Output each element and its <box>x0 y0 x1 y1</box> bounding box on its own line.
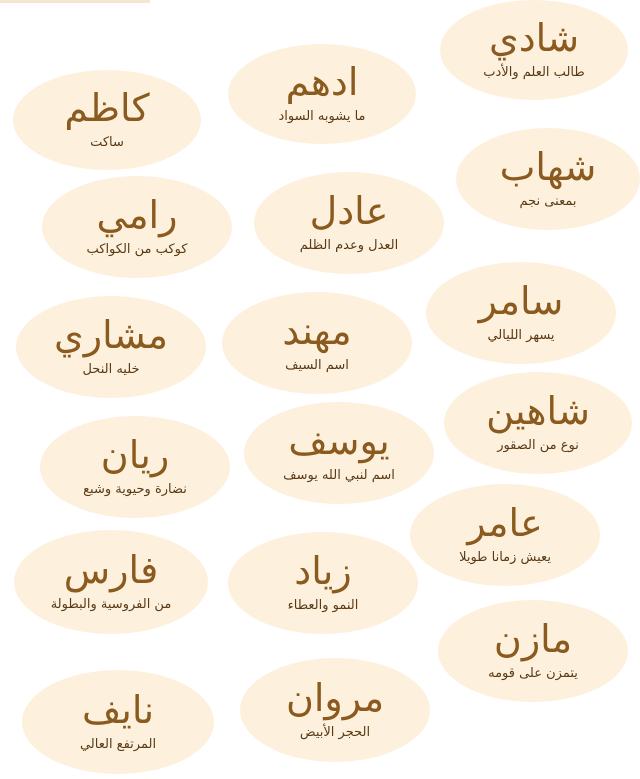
meaning-label: العدل وعدم الظلم <box>299 238 399 254</box>
name-label: رامي <box>96 193 178 238</box>
name-label: نايف <box>81 688 155 733</box>
meaning-label: اسم السيف <box>285 358 349 374</box>
name-card-faris[interactable] <box>14 530 208 634</box>
name-label: مشاري <box>54 313 168 358</box>
meaning-label: من الفروسية والبطولة <box>50 597 172 613</box>
meaning-label: يتمزن على قومه <box>488 666 578 682</box>
meaning-label: طالب العلم والأدب <box>483 65 585 81</box>
name-label: ادهم <box>285 60 359 105</box>
name-card-ziyad[interactable] <box>228 532 418 634</box>
name-card-shaheen[interactable] <box>444 372 632 474</box>
name-card-shadi[interactable] <box>440 0 628 100</box>
name-card-kazim[interactable] <box>13 70 201 170</box>
name-card-samer[interactable] <box>426 262 616 364</box>
meaning-label: يسهر الليالي <box>487 328 555 344</box>
name-label: مازن <box>493 617 573 662</box>
meaning-label: كوكب من الكواكب <box>86 242 188 258</box>
name-card-rami[interactable] <box>42 176 232 278</box>
top-divider <box>0 0 150 3</box>
name-card-adham[interactable] <box>228 44 416 144</box>
name-card-nayef[interactable] <box>22 670 214 774</box>
name-label: ريان <box>100 433 170 478</box>
name-label: يوسف <box>288 419 390 464</box>
name-card-muhannad[interactable] <box>222 292 412 394</box>
name-label: مهند <box>282 309 352 354</box>
name-label: شهاب <box>499 145 597 190</box>
name-card-shihab[interactable] <box>456 128 640 230</box>
meaning-label: اسم لنبي الله يوسف <box>283 468 395 484</box>
meaning-label: نضارة وحيوية وشبع <box>83 482 187 498</box>
name-card-adel[interactable] <box>254 172 444 274</box>
name-label: شادي <box>488 16 580 61</box>
meaning-label: ساكت <box>90 135 124 151</box>
name-label: مروان <box>285 676 385 721</box>
meaning-label: ما يشوبه السواد <box>278 109 366 125</box>
name-label: عادل <box>309 189 389 234</box>
name-card-rayyan[interactable] <box>40 416 230 518</box>
meaning-label: النمو والعطاء <box>287 598 359 614</box>
name-card-mishari[interactable] <box>16 296 206 398</box>
name-card-marwan[interactable] <box>240 658 430 762</box>
name-card-amer[interactable] <box>410 484 600 586</box>
meaning-label: يعيش زمانا طويلا <box>459 550 551 566</box>
meaning-label: بمعنى نجم <box>519 194 577 210</box>
meaning-label: نوع من الصقور <box>497 438 579 454</box>
meaning-label: خليه النحل <box>82 362 140 378</box>
meaning-label: المرتفع العالي <box>79 737 157 753</box>
name-card-mazin[interactable] <box>438 600 628 702</box>
name-label: زياد <box>294 549 352 594</box>
meaning-label: الحجر الأبيض <box>299 725 371 741</box>
name-label: عامر <box>467 501 543 546</box>
name-label: كاظم <box>64 86 150 131</box>
name-label: سامر <box>478 279 564 324</box>
name-label: فارس <box>63 548 159 593</box>
name-label: شاهين <box>486 389 590 434</box>
name-card-yusuf[interactable] <box>244 402 434 504</box>
